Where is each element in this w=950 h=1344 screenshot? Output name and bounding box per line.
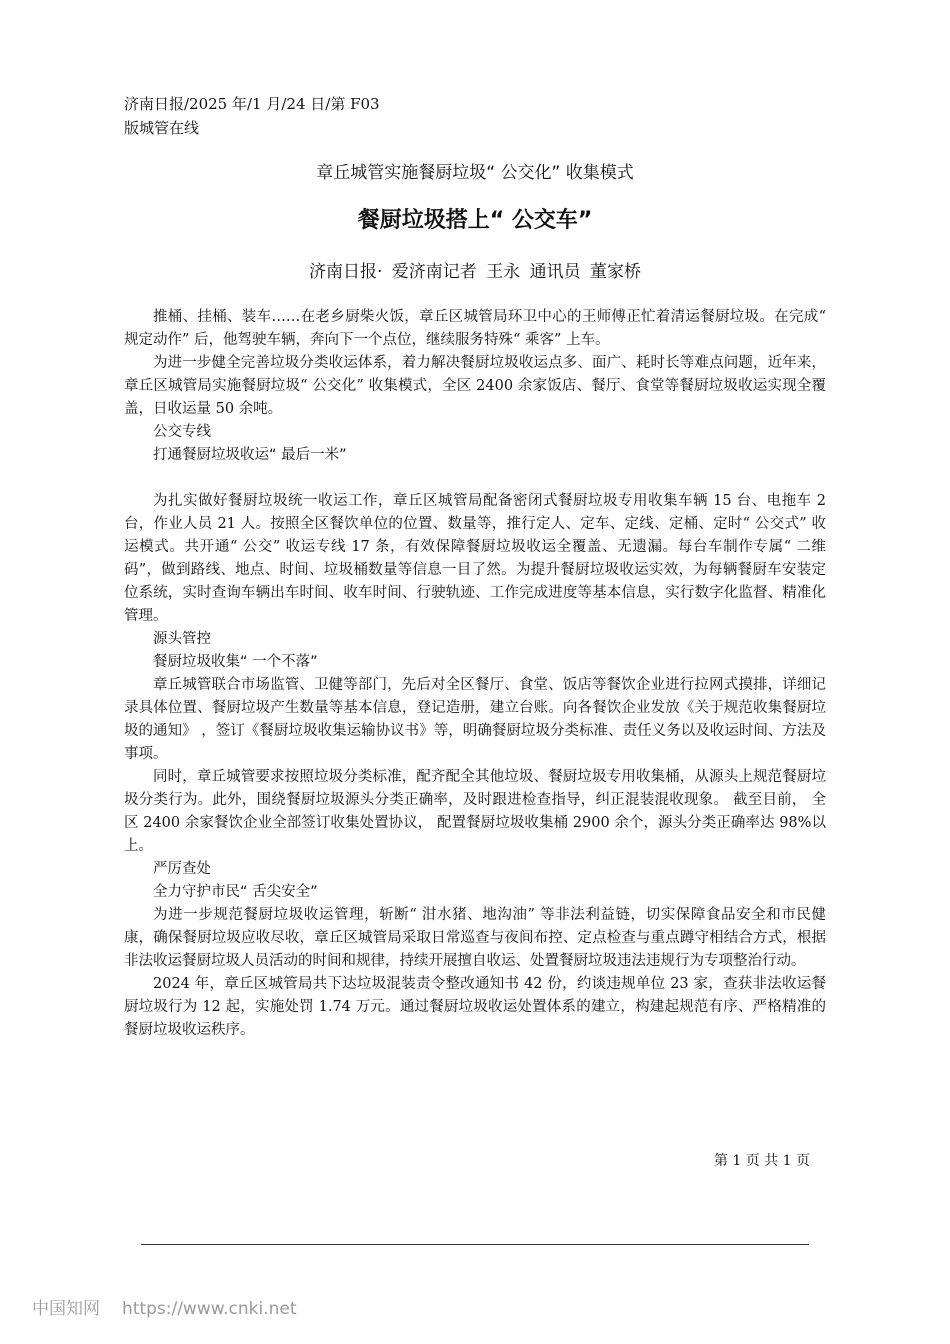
page-number: 第 1 页 共 1 页: [713, 1153, 810, 1169]
section-heading: 公交专线: [153, 424, 211, 440]
watermark-name: 中国知网: [32, 1299, 100, 1319]
paragraph: 2024 年，章丘区城管局共下达垃圾混装责令整改通知书 42 份，约谈违规单位 23 家，查获非法收运餐厨垃圾行为 12 起，实施处罚 1.74 万元。通过餐厨垃圾收运处置体系的建立，构建起规范有序、严格精准的餐厨垃圾收运秩序。: [124, 976, 826, 1038]
watermark-url: https://www.cnki.net: [122, 1299, 297, 1319]
paragraph: 为进一步健全完善垃圾分类收运体系，着力解决餐厨垃圾收运点多、面广、耗时长等难点问题，近年来，章丘区城管局实施餐厨垃圾“ 公交化” 收集模式，全区 2400 余家饭店、餐厅、食堂等餐厨垃圾收运实现全覆盖，日收运量 50 余吨。: [124, 355, 826, 417]
paragraph: 推桶、挂桶、装车……在老乡厨柴火饭，章丘区城管局环卫中心的王师傅正忙着清运餐厨垃圾。在完成“ 规定动作” 后，他驾驶车辆，奔向下一个点位，继续服务特殊“ 乘客” 上车。: [124, 309, 826, 348]
paragraph: 章丘城管联合市场监管、卫健等部门，先后对全区餐厅、食堂、饭店等餐饮企业进行拉网式摸排，详细记录具体位置、餐厨垃圾产生数量等基本信息，登记造册，建立台账。向各餐饮企业发放《关于规范收集餐厨垃圾的通知》 ，签订《餐厨垃圾收集运输协议书》等，明确餐厨垃圾分类标准、责任义务以及收运时间、方法及事项。: [124, 677, 826, 762]
paragraph: 为扎实做好餐厨垃圾统一收运工作，章丘区城管局配备密闭式餐厨垃圾专用收集车辆 15 台、电拖车 2 台，作业人员 21 人。按照全区餐饮单位的位置、数量等，推行定人、定车、定线、定桶、定时“ 公交式” 收运模式。共开通“ 公交” 收运专线 17 条，有效保障餐厨垃圾收运全覆盖、无遗漏。每台车制作专属“ 二维码”，做到路线、地点、时间、垃圾桶数量等信息一目了然。为提升餐厨垃圾收运实效，为每辆餐厨车安装定位系统，实时查询车辆出车时间、收车时间、行驶轨迹、工作完成进度等基本信息，实行数字化监督、精准化管理。: [124, 493, 826, 624]
article-title: 餐厨垃圾搭上“ 公交车”: [357, 208, 593, 233]
source-info: [124, 92, 424, 140]
section-subheading: 餐厨垃圾收集“ 一个不落”: [153, 654, 318, 670]
footer-divider: [141, 1244, 809, 1245]
section-subheading: 打通餐厨垃圾收运“ 最后一米”: [153, 447, 347, 463]
paragraph: 为进一步规范餐厨垃圾收运管理，斩断“ 泔水猪、地沟油” 等非法利益链，切实保障食品安全和市民健康，确保餐厨垃圾应收尽收，章丘区城管局采取日常巡查与夜间布控、定点检查与重点蹲守相结合方式，根据非法收运餐厨垃圾人员活动的时间和规律，持续开展擅自收运、处置餐厨垃圾违法违规行为专项整治行动。: [124, 907, 826, 969]
blank-line: [124, 467, 826, 490]
article-byline: 济南日报· 爱济南记者 王永 通讯员 董家桥: [308, 262, 642, 282]
section-heading: 源头管控: [153, 631, 211, 647]
paragraph: 同时，章丘城管要求按照垃圾分类标准，配齐配全其他垃圾、餐厨垃圾专用收集桶，从源头上规范餐厨垃圾分类行为。此外，围绕餐厨垃圾源头分类正确率，及时跟进检查指导，纠正混装混收现象。 截至目前， 全区 2400 余家餐饮企业全部签订收集处置协议， 配置餐厨垃圾收集桶 2900 余个，源头分类正确率达 98%以上。: [124, 769, 826, 854]
cnki-watermark: [32, 1294, 318, 1319]
section-subheading: 全力守护市民“ 舌尖安全”: [153, 884, 318, 900]
source-line-2: 版城管在线: [124, 119, 200, 137]
article-subtitle: 章丘城管实施餐厨垃圾“ 公交化” 收集模式: [316, 163, 634, 183]
source-line-1: 济南日报/2025 年/1 月/24 日/第 F03: [124, 95, 380, 113]
article-body: [124, 306, 826, 1042]
section-heading: 严厉查处: [153, 861, 211, 877]
